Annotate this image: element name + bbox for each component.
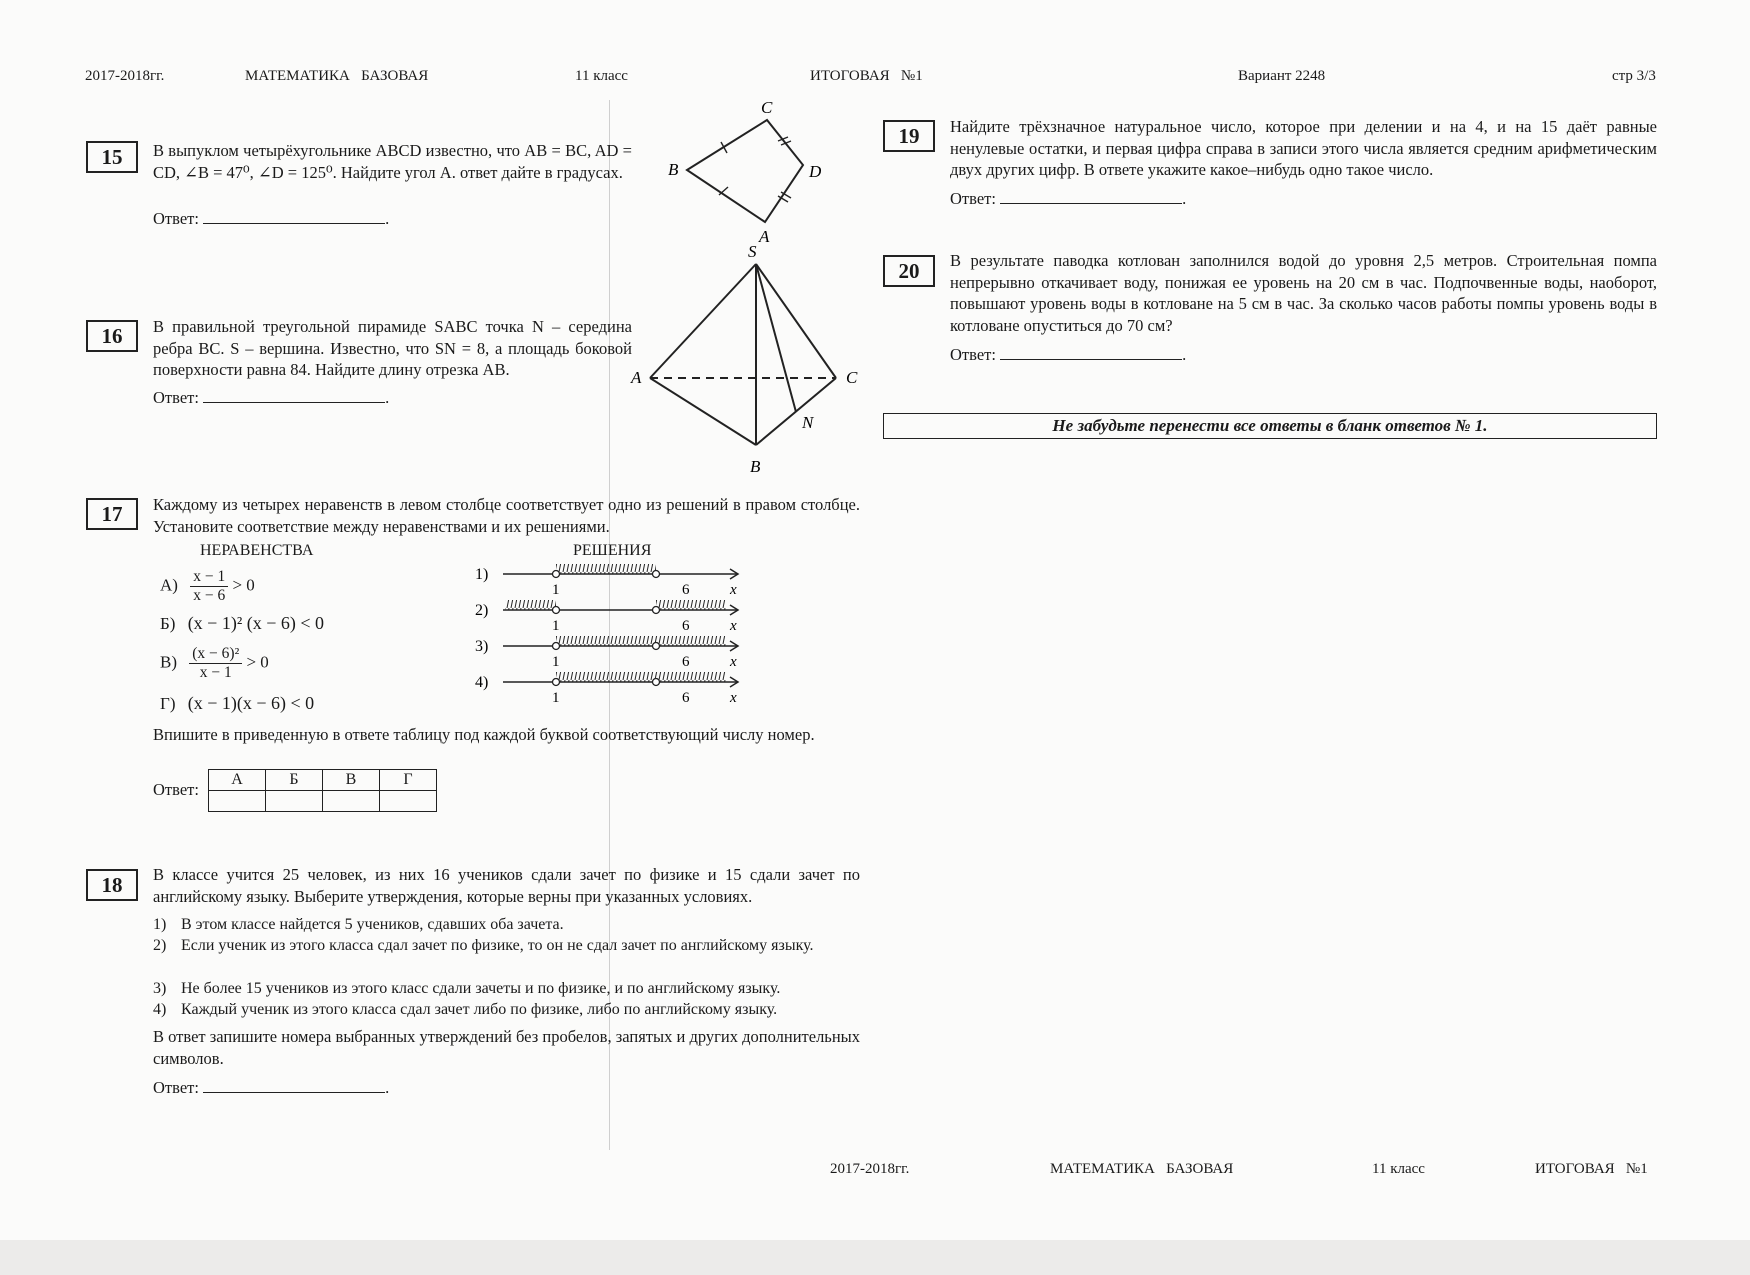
answer-line[interactable] [1000,344,1182,360]
svg-text:3): 3) [475,638,489,655]
col-a-header: А [209,770,266,791]
task-17-instruction: Впишите в приведенную в ответе таблицу под каждой буквой соответствующий числу номер. [153,725,815,744]
task-18-answer: Ответ: . [153,1078,390,1097]
svg-text:6: 6 [682,690,690,706]
header-exam: ИТОГОВАЯ №1 [810,68,923,84]
task-18-text: В классе учится 25 человек, из них 16 учеников сдали зачет по физике и 15 сдали зачет по английскому языку. Выберите утверждения, которые верны при указанных условиях. [153,865,860,906]
edge-sa [650,264,756,378]
edge-sc [756,264,836,378]
answer-label: Ответ: [950,189,996,208]
solution-3 [475,636,738,670]
task-20-text: В результате паводка котлован заполнился водой до уровня 2,5 метров. Строительная помпа непрерывно откачивает воду, понижая ее уровень на 20 см в час. Подпочвенные воды, наоборот, повышают уровень воды в котловане на 5 см в час. За сколько часов работы помпы уровень воды в котловане опуститься до 70 см? [950,251,1657,335]
label-a: A [759,227,770,245]
svg-text:1: 1 [552,654,560,670]
task-15-answer: Ответ: . [153,209,390,228]
edge-bc [756,378,836,445]
inequality-g: Г) (x − 1)(x − 6) < 0 [160,693,315,713]
quadrilateral-figure [655,95,835,245]
footer-subject: МАТЕМАТИКА БАЗОВАЯ [1050,1161,1234,1177]
solution-2 [475,600,738,634]
answer-line[interactable] [203,208,385,224]
svg-text:x: x [730,654,737,670]
header-variant: Вариант 2248 [1238,68,1326,84]
label-c: C [761,98,773,117]
svg-text:2): 2) [475,602,489,619]
label-c: C [846,368,858,387]
task-16-number: 16 [86,320,138,352]
footer-exam: ИТОГОВАЯ №1 [1535,1161,1648,1177]
header-year: 2017-2018гг. [85,68,165,84]
inequality-a: А) $\frac{x - 1}{x - 6}$ > 0 [160,568,255,604]
transfer-answers-reminder: Не забудьте перенести все ответы в бланк ответов № 1. [883,413,1657,439]
answer-line[interactable] [1000,188,1182,204]
answer-cell-a[interactable] [209,791,266,812]
task-16-text: В правильной треугольной пирамиде SABC точка N – середина ребра BC. S – вершина. Известно, что SN = 8, а площадь боковой поверхности равна 84. Найдите длину отрезка AB. [153,317,632,379]
task-15-text: В выпуклом четырёхугольнике ABCD известно, что AB = BC, AD = CD, ∠B = 47⁰, ∠D = 125⁰. Найдите угол A. ответ дайте в градусах. [153,141,632,182]
header-grade: 11 класс [575,68,628,84]
label-n: N [802,413,814,432]
task-19-answer: Ответ: . [950,189,1187,208]
svg-text:1: 1 [552,618,560,634]
task-20-number: 20 [883,255,935,287]
svg-text:4): 4) [475,674,489,691]
solutions-number-lines [470,562,750,712]
col-g-header: Г [380,770,437,791]
footer-year: 2017-2018гг. [830,1161,910,1177]
label-a: A [631,368,642,387]
svg-text:6: 6 [682,654,690,670]
task-15-number: 15 [86,141,138,173]
answer-label: Ответ: [153,388,199,407]
task-17-answer-table [208,769,437,812]
col-b-header: Б [266,770,323,791]
svg-text:6: 6 [682,582,690,598]
svg-text:1: 1 [552,582,560,598]
svg-text:1): 1) [475,566,489,583]
edge-ab [650,378,756,445]
svg-text:1: 1 [552,690,560,706]
svg-text:x: x [730,618,737,634]
task-17-text: Каждому из четырех неравенств в левом столбце соответствует одно из решений в правом столбце. Установите соответствие между неравенствами и их решениями. [153,495,860,536]
answer-line[interactable] [203,1077,385,1093]
footer-grade: 11 класс [1372,1161,1425,1177]
label-s: S [748,242,757,261]
label-d: D [809,162,822,181]
answer-line[interactable] [203,387,385,403]
quadrilateral-outline [687,120,803,222]
task-17-number: 17 [86,498,138,530]
inequalities-heading: НЕРАВЕНСТВА [200,542,314,559]
task-19-text: Найдите трёхзначное натуральное число, которое при делении и на 4, и на 15 даёт равные ненулевые остатки, и первая цифра справа в записи этого числа является средним арифметическим двух других цифр. В ответе укажите какое–нибудь одно такое число. [950,117,1657,179]
segment-sn [756,264,796,412]
answer-cell-g[interactable] [380,791,437,812]
label-b: B [668,160,679,179]
answer-cell-v[interactable] [323,791,380,812]
solution-4 [475,672,738,706]
exam-sheet: 2017-2018гг. МАТЕМАТИКА БАЗОВАЯ 11 класс ИТОГОВАЯ №1 Вариант 2248 стр 3/3 15 В выпуклом четырёхугольнике ABCD известно, что AB = BC, AD = CD, ∠B = 47⁰, ∠D = 125⁰. Найдите угол A. ответ дайте в градусах. Ответ: . C B D A 16 В правильной треугольной пирамиде SABC точка N – середина ребра BC. S – вершина. Известно, что SN = 8, а площадь боковой поверхности равна 84. Найдите длину отрезка AB. Ответ: . S A C B N 17 Каждому из четырех неравенств в левом столбце соответствует одно из решений в правом столбце. Установите соответствие между неравенствами и их решениями. НЕРАВЕНСТВА РЕШЕНИЯ А) $\frac{x - 1}{x - 6}$ > 0 Б) (x − 1)² (x − 6) < 0 В) $\frac{\text{(x − 6)²}}{x - 1}$ > 0 Г) (x − 1)(x − 6) < 0 1) 1 6 x 2) 1 6 x 3) 1 6 x 4) 1 6 x Впишите в приведенную в ответе таблицу под каждой буквой соответствующий числу номер. Ответ: А Б В Г 18 В классе учится 25 человек, из них 16 учеников сдали зачет по физике и 15 сдали зачет по английскому языку. Выберите утверждения, которые верны при указанных условиях. 1) В этом классе найдется 5 учеников, сдавших оба зачета. 2) Если ученик из этого класса сдал зачет по физике, то он не сдал зачет по английскому языку. 3) Не более 15 учеников из этого класс сдали зачеты и по физике, и по английскому языку. 4) Каждый ученик из этого класса сдал зачет либо по физике, либо по английскому языку. В ответ запишите номера выбранных утверждений без пробелов, запятых и других дополнительных символов. Ответ: . 19 Найдите трёхзначное натуральное число, которое при делении и на 4, и на 15 даёт равные ненулевые остатки, и первая цифра справа в записи этого числа является средним арифметическим двух других цифр. В ответе укажите какое–нибудь одно такое число. Ответ: . 20 В результате паводка котлован заполнился водой до уровня 2,5 метров. Строительная помпа непрерывно откачивает воду, понижая ее уровень на 20 см в час. Подпочвенные воды, наоборот, повышают уровень воды в котловане на 5 см в час. За сколько часов работы помпы уровень воды в котловане опуститься до 70 см? Ответ: . Не забудьте перенести все ответы в бланк ответов № 1. 2017-2018гг. МАТЕМАТИКА БАЗОВАЯ 11 класс ИТОГОВАЯ №1 [0,0,1750,1240]
label-b: B [750,457,761,476]
task-16-answer: Ответ: . [153,388,390,407]
answer-label: Ответ: [153,1078,199,1097]
svg-text:x: x [730,690,737,706]
solution-1 [475,564,738,598]
task-19-number: 19 [883,120,935,152]
task-17-answer-label: Ответ: [153,780,199,799]
scan-bottom-edge [0,1240,1750,1275]
task-18-number: 18 [86,869,138,901]
svg-text:x: x [730,582,737,598]
inequality-b: Б) (x − 1)² (x − 6) < 0 [160,613,325,633]
answer-cell-b[interactable] [266,791,323,812]
inequality-v: В) $\frac{\text{(x − 6)²}}{x - 1}$ > 0 [160,645,269,681]
pyramid-figure [628,240,868,480]
col-v-header: В [323,770,380,791]
answer-label: Ответ: [153,209,199,228]
answer-label: Ответ: [950,345,996,364]
solutions-heading: РЕШЕНИЯ [573,542,652,559]
header-page: стр 3/3 [1612,68,1656,84]
header-subject: МАТЕМАТИКА БАЗОВАЯ [245,68,429,84]
task-20-answer: Ответ: . [950,345,1187,364]
svg-text:6: 6 [682,618,690,634]
task-18-instruction: В ответ запишите номера выбранных утверждений без пробелов, запятых и других дополнительных символов. [153,1027,860,1068]
